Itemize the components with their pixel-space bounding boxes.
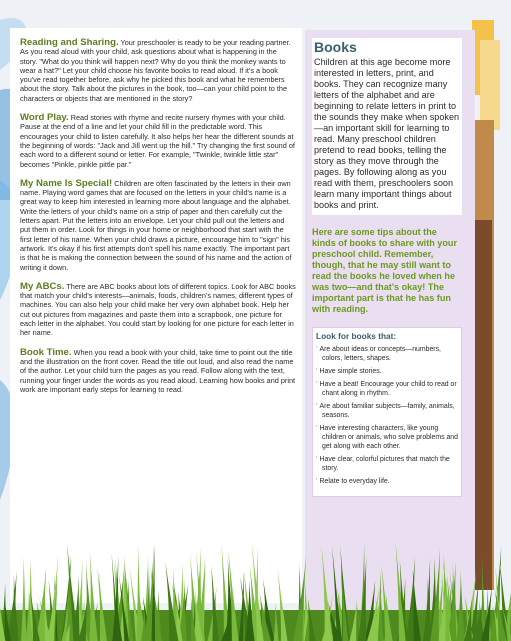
section-my-abcs [20, 282, 296, 338]
look-for-title: Look for books that: [316, 331, 397, 341]
left-column [20, 38, 296, 404]
section-title: Book Time. [20, 346, 72, 358]
section-reading-sharing [20, 38, 296, 103]
section-body: Read stories with rhyme and recite nursery rhymes with your child. Pause at the end of a line and let your child fill in the predictable word. This encourages your child to listen carefully. It also helps her hear the different sounds at the beginning of words: "Jack and Jill went up the hill." Try changing the first sound of each word to a different sound or letter. For example, "Twinkle, twinkle little star" becomes "Pinkle, pinkle pittle par." [20, 113, 295, 169]
section-body: Your preschooler is ready to be your reading partner. As you read aloud with your child, ask questions about what is happening in the story. "What do you think will happen next? Why do you think the monkey wants to wear a hat?" Let your child choose his favorite books to read aloud. If it's a book you've read together before, ask why he picked this book and what he remembers about the story. Talk about the pictures in the book, too—can your child point to the characters or objects that are mentioned in the story? [20, 38, 291, 103]
section-title: Reading and Sharing. [20, 37, 119, 48]
grass-blade [11, 574, 18, 641]
section-body: When you read a book with your child, take time to point out the title and the illustration on the front cover. Read the title out loud, and also read the name of the author. Let your child turn the pages as you read. Follow along with the text, running your finger under the words as you read aloud. Learning how books and print work are important early steps for learning to read. [20, 347, 296, 394]
look-for-box [312, 327, 462, 497]
grass-blade [456, 570, 465, 641]
list-item: ’ Have a beat! Encourage your child to read or chant along in rhythm. [316, 380, 458, 398]
section-body: There are ABC books about lots of different topics. Look for ABC books that match your child's interests—animals, foods, children's names, different types of machines. You can also help your child make her very own alphabet book. Help her cut out pictures from magazines and paste them into a scrapbook, one picture for each letter in the alphabet. You could start by looking for one picture for each letter in her name. [20, 281, 296, 338]
section-word-play [20, 113, 296, 169]
sidebar-intro: Children at this age become more interested in letters, print, and books. They can recognize many letters of the alphabet and are beginning to relate letters in print to the sounds they make when spoken—an important skill for learning to read. Many preschool children pretend to read books, telling the story as they move through the pages. By following along as you read with them, preschoolers soon learn many important things about books and print. [312, 56, 462, 215]
section-body: Children are often fascinated by the letters in their own name. Playing word games that are focused on the letters in your child's name is a great way to keep him interested in learning more about language and the alphabet. Write the letters of your child's name on a strip of paper and then carefully cut the letters apart. Put the letters into an envelope. Let your child pull out the letters and put them in order. Look for things in your home or neighborhood that start with the first letter of his name. When your child draws a picture, encourage him to "sign" his artwork. It's okay if his first attempts don't spell his name exactly. The important part is that he is making the connection between the sound of his name and the action of writing it down. [20, 178, 292, 272]
list-item: ’ Relate to everyday life. [316, 477, 458, 486]
list-item: ’ Have interesting characters, like young children or animals, who solve problems and get along with each other. [316, 424, 458, 451]
section-title: My Name Is Special! [20, 177, 113, 189]
list-item: ’ Are about ideas or concepts—numbers, colors, letters, shapes. [316, 345, 458, 363]
grass-blade [136, 544, 141, 641]
section-title: Word Play. [20, 112, 69, 124]
list-item: ’ Have simple stories. [316, 367, 458, 376]
sidebar-content [312, 38, 462, 497]
sidebar-tips: Here are some tips about the kinds of books to share with your preschool child. Remember, though, that he may still want to read the books he loved when he was two—and that's okay! The important part is that he has fun with reading. [312, 227, 458, 314]
list-item: ’ Are about familiar subjects—family, animals, seasons. [316, 402, 458, 420]
sidebar-title: Books [312, 38, 462, 56]
list-item: ’ Have clear, colorful pictures that match the story. [316, 455, 458, 473]
grass-blade [21, 556, 26, 641]
grass-decoration [0, 540, 511, 641]
section-my-name [20, 179, 296, 272]
section-title: My ABCs. [20, 280, 65, 292]
section-book-time [20, 348, 296, 394]
folder-tab-pale-yellow [480, 40, 500, 130]
